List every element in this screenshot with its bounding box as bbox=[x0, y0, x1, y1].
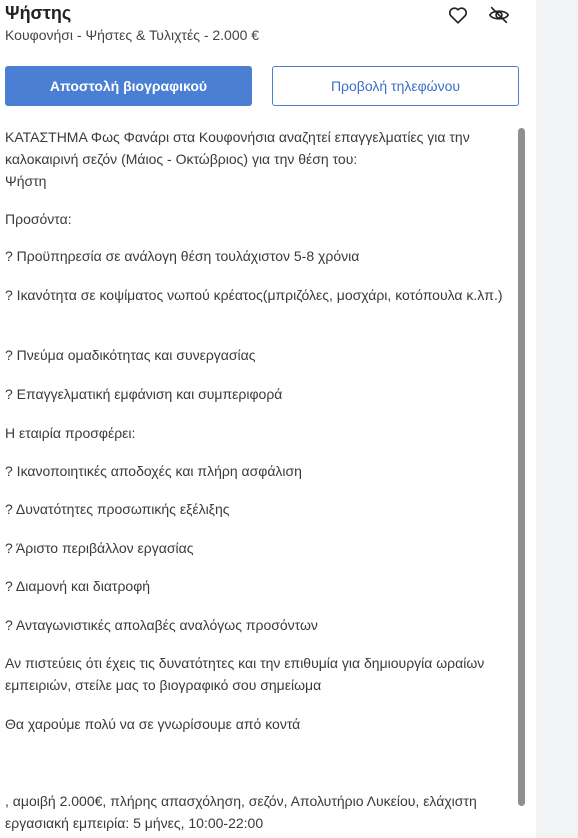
offer-item: ? Διαμονή και διατροφή bbox=[5, 578, 151, 594]
qualification-item: ? Επαγγελματική εμφάνιση και συμπεριφορά bbox=[5, 386, 283, 402]
qualification-item: ? Ικανότητα σε κοψίματος νωπού κρέατος(μπριζόλες, μοσχάρι, κοτόπουλα κ.λπ.) bbox=[5, 287, 503, 303]
offer-item: ? Δυνατότητες προσωπικής εξέλιξης bbox=[5, 501, 230, 517]
eye-slash-icon[interactable] bbox=[488, 4, 510, 26]
offer-item: ? Ικανοποιητικές αποδοχές και πλήρη ασφάλιση bbox=[5, 463, 302, 479]
heart-icon[interactable] bbox=[447, 4, 469, 26]
qualifications-title: Προσόντα: bbox=[5, 211, 72, 227]
description-farewell: Θα χαρούμε πολύ να σε γνωρίσουμε από κοντά bbox=[5, 716, 301, 732]
offer-item: ? Ανταγωνιστικές απολαβές αναλόγως προσόντων bbox=[5, 617, 318, 633]
job-title: Ψήστης bbox=[5, 3, 72, 23]
description-closing: Αν πιστεύεις ότι έχεις τις δυνατότητες και την επιθυμία για δημιουργία ωραίων εμπειριών, στείλε μας το βιογραφικό σου σημείωμα bbox=[5, 655, 485, 693]
job-description bbox=[5, 126, 510, 838]
description-position: Ψήστη bbox=[5, 173, 47, 189]
send-cv-button[interactable]: Αποστολή βιογραφικού bbox=[5, 66, 252, 106]
scrollbar-thumb[interactable] bbox=[518, 128, 525, 806]
offers-title: Η εταιρία προσφέρει: bbox=[5, 425, 136, 441]
offer-item: ? Άριστο περιβάλλον εργασίας bbox=[5, 540, 194, 556]
show-phone-button[interactable]: Προβολή τηλεφώνου bbox=[272, 66, 519, 106]
qualification-item: ? Πνεύμα ομαδικότητας και συνεργασίας bbox=[5, 347, 256, 363]
job-subtitle: Κουφονήσι - Ψήστες & Τυλιχτές - 2.000 € bbox=[5, 27, 260, 43]
job-summary: , αμοιβή 2.000€, πλήρης απασχόληση, σεζόν, Απολυτήριο Λυκείου, ελάχιστη εργασιακή εμπειρία: 5 μήνες, 10:00-22:00 bbox=[5, 793, 477, 831]
right-gutter bbox=[536, 0, 578, 838]
qualification-item: ? Προϋπηρεσία σε ανάλογη θέση τουλάχιστον 5-8 χρόνια bbox=[5, 248, 360, 264]
description-intro: ΚΑΤΑΣΤΗΜΑ Φως Φανάρι στα Κουφονήσια αναζητεί επαγγελματίες για την καλοκαιρινή σεζόν (Μάιος - Οκτώβριος) για την θέση του: bbox=[5, 129, 470, 167]
